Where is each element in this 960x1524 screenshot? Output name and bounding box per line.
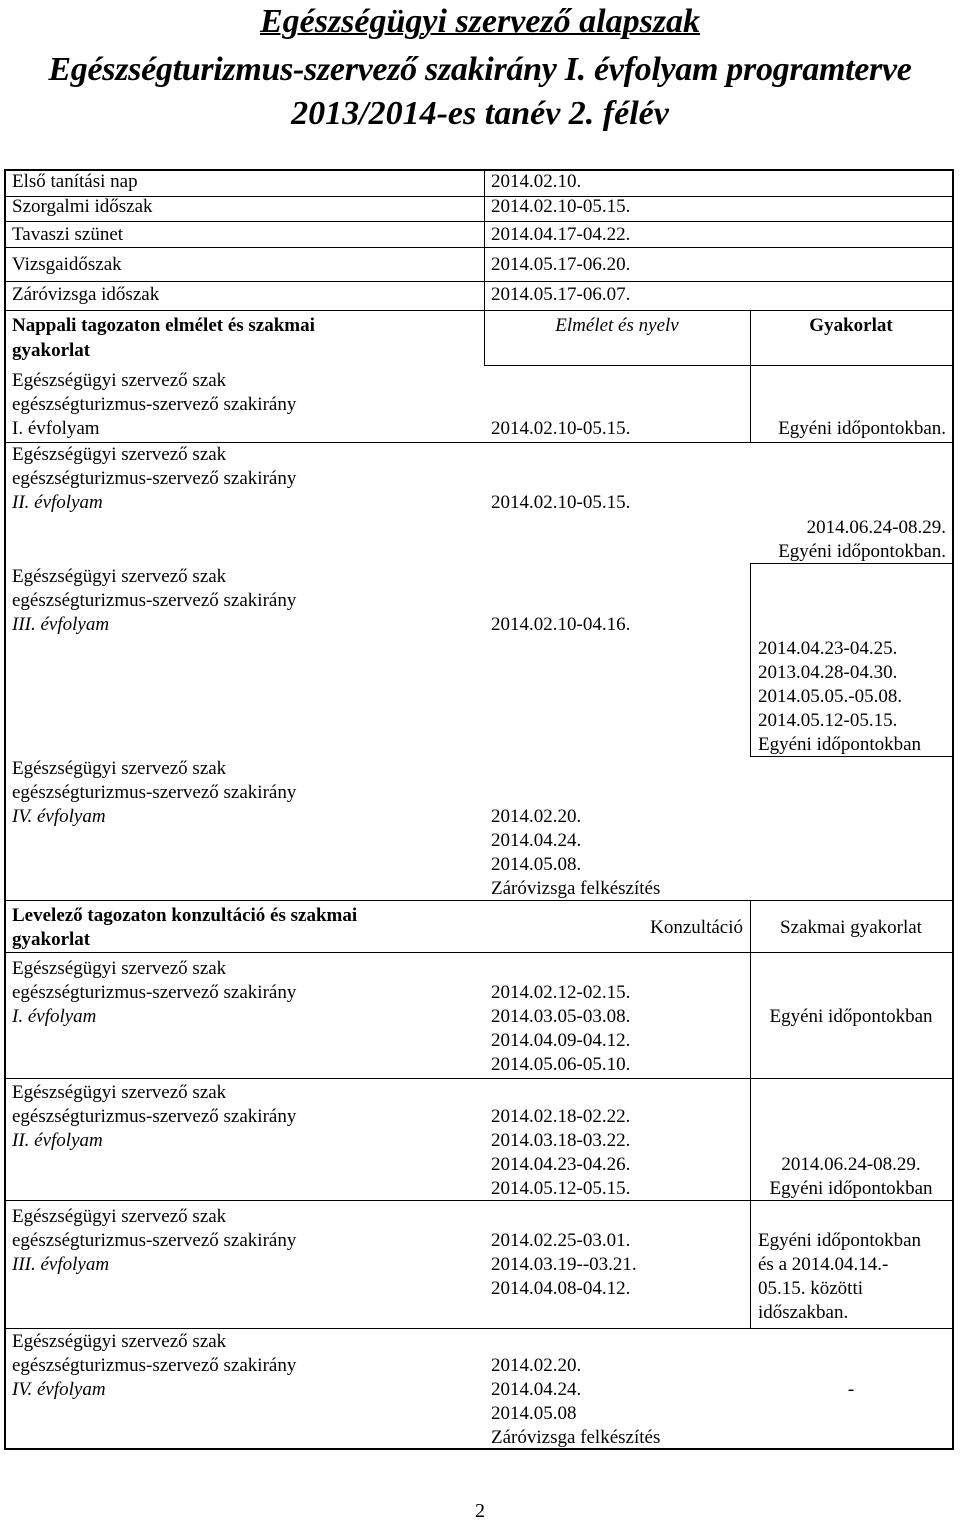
- practice-dates: Egyéni időpontokban: [758, 1230, 922, 1251]
- program-szakirany: egészségturizmus-szervező szakirány: [12, 590, 297, 611]
- consult-dates: Záróvizsga felkészítés: [491, 1427, 661, 1448]
- consult-dates: 2014.04.09-04.12.: [491, 1030, 631, 1051]
- year-label: I. évfolyam: [12, 418, 100, 439]
- program-szakirany: egészségturizmus-szervező szakirány: [12, 1106, 297, 1127]
- practice-dates: időszakban.: [758, 1302, 849, 1323]
- document-term: 2013/2014-es tanév 2. félév: [291, 95, 669, 132]
- grid-line: [750, 563, 751, 756]
- practice-dates: 2014.06.24-08.29.: [781, 1154, 921, 1175]
- consult-dates: 2014.02.25-03.01.: [491, 1230, 631, 1251]
- consult-column-header: Konzultáció: [650, 917, 743, 938]
- consult-dates: 2014.05.12-05.15.: [491, 1178, 631, 1199]
- program-szak: Egészségügyi szervező szak: [12, 1206, 227, 1227]
- practice-dates: 2013.04.28-04.30.: [758, 662, 898, 683]
- consult-dates: 2014.02.18-02.22.: [491, 1106, 631, 1127]
- theory-dates: Záróvizsga felkészítés: [491, 878, 661, 899]
- consult-dates: 2014.03.05-03.08.: [491, 1006, 631, 1027]
- program-szakirany: egészségturizmus-szervező szakirány: [12, 1230, 297, 1251]
- grid-line: [6, 952, 952, 953]
- consult-dates: 2014.04.23-04.26.: [491, 1154, 631, 1175]
- practice-dates: Egyéni időpontokban.: [778, 418, 946, 439]
- program-szak: Egészségügyi szervező szak: [12, 566, 227, 587]
- year-label: I. évfolyam: [12, 1006, 97, 1027]
- program-szakirany: egészségturizmus-szervező szakirány: [12, 468, 297, 489]
- grid-line: [6, 247, 952, 248]
- grid-line: [750, 1200, 751, 1328]
- schedule-value: 2014.05.17-06.07.: [491, 284, 631, 305]
- practice-dates: Egyéni időpontokban.: [778, 541, 946, 562]
- theory-column-header: Elmélet és nyelv: [555, 315, 679, 336]
- practice-dates: 2014.04.23-04.25.: [758, 638, 898, 659]
- nappali-header-line1: Nappali tagozaton elmélet és szakmai: [12, 315, 315, 336]
- grid-line: [6, 281, 952, 282]
- program-szak: Egészségügyi szervező szak: [12, 758, 227, 779]
- page-number: 2: [475, 1500, 485, 1522]
- consult-dates: 2014.02.20.: [491, 1355, 582, 1376]
- practice-dates: 2014.05.05.-05.08.: [758, 686, 903, 707]
- practice-column-header: Gyakorlat: [809, 315, 893, 336]
- year-label: IV. évfolyam: [12, 806, 106, 827]
- schedule-label: Első tanítási nap: [12, 171, 138, 192]
- practice-dates: és a 2014.04.14.-: [758, 1254, 889, 1275]
- consult-dates: 2014.04.08-04.12.: [491, 1278, 631, 1299]
- theory-dates: 2014.05.08.: [491, 854, 582, 875]
- grid-line: [6, 1328, 952, 1329]
- grid-line: [6, 310, 952, 311]
- theory-dates: 2014.02.10-04.16.: [491, 614, 631, 635]
- program-szak: Egészségügyi szervező szak: [12, 1082, 227, 1103]
- practice-dates: Egyéni időpontokban: [769, 1178, 933, 1199]
- practice-dates: Egyéni időpontokban: [758, 734, 922, 755]
- consult-dates: 2014.02.12-02.15.: [491, 982, 631, 1003]
- theory-dates: 2014.02.20.: [491, 806, 582, 827]
- grid-line: [484, 365, 952, 366]
- schedule-label: Szorgalmi időszak: [12, 196, 153, 217]
- practice-column-header: Szakmai gyakorlat: [780, 917, 922, 938]
- practice-dates: 05.15. közötti: [758, 1278, 864, 1299]
- consult-dates: 2014.05.08: [491, 1403, 577, 1424]
- consult-dates: 2014.03.18-03.22.: [491, 1130, 631, 1151]
- consult-dates: 2014.04.24.: [491, 1379, 582, 1400]
- year-label: III. évfolyam: [12, 1254, 110, 1275]
- grid-line: [6, 1078, 952, 1079]
- grid-line: [6, 900, 952, 901]
- practice-dates: 2014.06.24-08.29.: [806, 517, 946, 538]
- document-title: Egészségügyi szervező alapszak: [259, 3, 701, 40]
- theory-dates: 2014.02.10-05.15.: [491, 418, 631, 439]
- program-szakirany: egészségturizmus-szervező szakirány: [12, 394, 297, 415]
- nappali-header-line2: gyakorlat: [12, 340, 91, 361]
- program-szakirany: egészségturizmus-szervező szakirány: [12, 982, 297, 1003]
- schedule-value: 2014.04.17-04.22.: [491, 224, 631, 245]
- year-label: III. évfolyam: [12, 614, 110, 635]
- schedule-label: Záróvizsga időszak: [12, 284, 160, 305]
- theory-dates: 2014.04.24.: [491, 830, 582, 851]
- program-szak: Egészségügyi szervező szak: [12, 1331, 227, 1352]
- year-label: II. évfolyam: [12, 492, 103, 513]
- schedule-value: 2014.02.10.: [491, 171, 582, 192]
- year-label: II. évfolyam: [12, 1130, 103, 1151]
- schedule-value: 2014.02.10-05.15.: [491, 196, 631, 217]
- grid-line: [484, 171, 485, 310]
- consult-dates: 2014.05.06-05.10.: [491, 1054, 631, 1075]
- theory-dates: 2014.02.10-05.15.: [491, 492, 631, 513]
- practice-dates: 2014.05.12-05.15.: [758, 710, 898, 731]
- consult-dates: 2014.03.19--03.21.: [491, 1254, 637, 1275]
- program-szak: Egészségügyi szervező szak: [12, 958, 227, 979]
- schedule-label: Vizsgaidőszak: [12, 254, 122, 275]
- program-szak: Egészségügyi szervező szak: [12, 444, 227, 465]
- document-subtitle: Egészségturizmus-szervező szakirány I. évfolyam programterve: [48, 51, 912, 88]
- practice-dates: -: [847, 1379, 855, 1400]
- program-szakirany: egészségturizmus-szervező szakirány: [12, 782, 297, 803]
- practice-dates: Egyéni időpontokban: [769, 1006, 933, 1027]
- levelezo-header-line2: gyakorlat: [12, 929, 91, 950]
- levelezo-header-line1: Levelező tagozaton konzultáció és szakmai: [12, 905, 358, 926]
- grid-line: [6, 221, 952, 222]
- program-szakirany: egészségturizmus-szervező szakirány: [12, 1355, 297, 1376]
- year-label: IV. évfolyam: [12, 1379, 106, 1400]
- program-szak: Egészségügyi szervező szak: [12, 370, 227, 391]
- schedule-label: Tavaszi szünet: [12, 224, 124, 245]
- schedule-value: 2014.05.17-06.20.: [491, 254, 631, 275]
